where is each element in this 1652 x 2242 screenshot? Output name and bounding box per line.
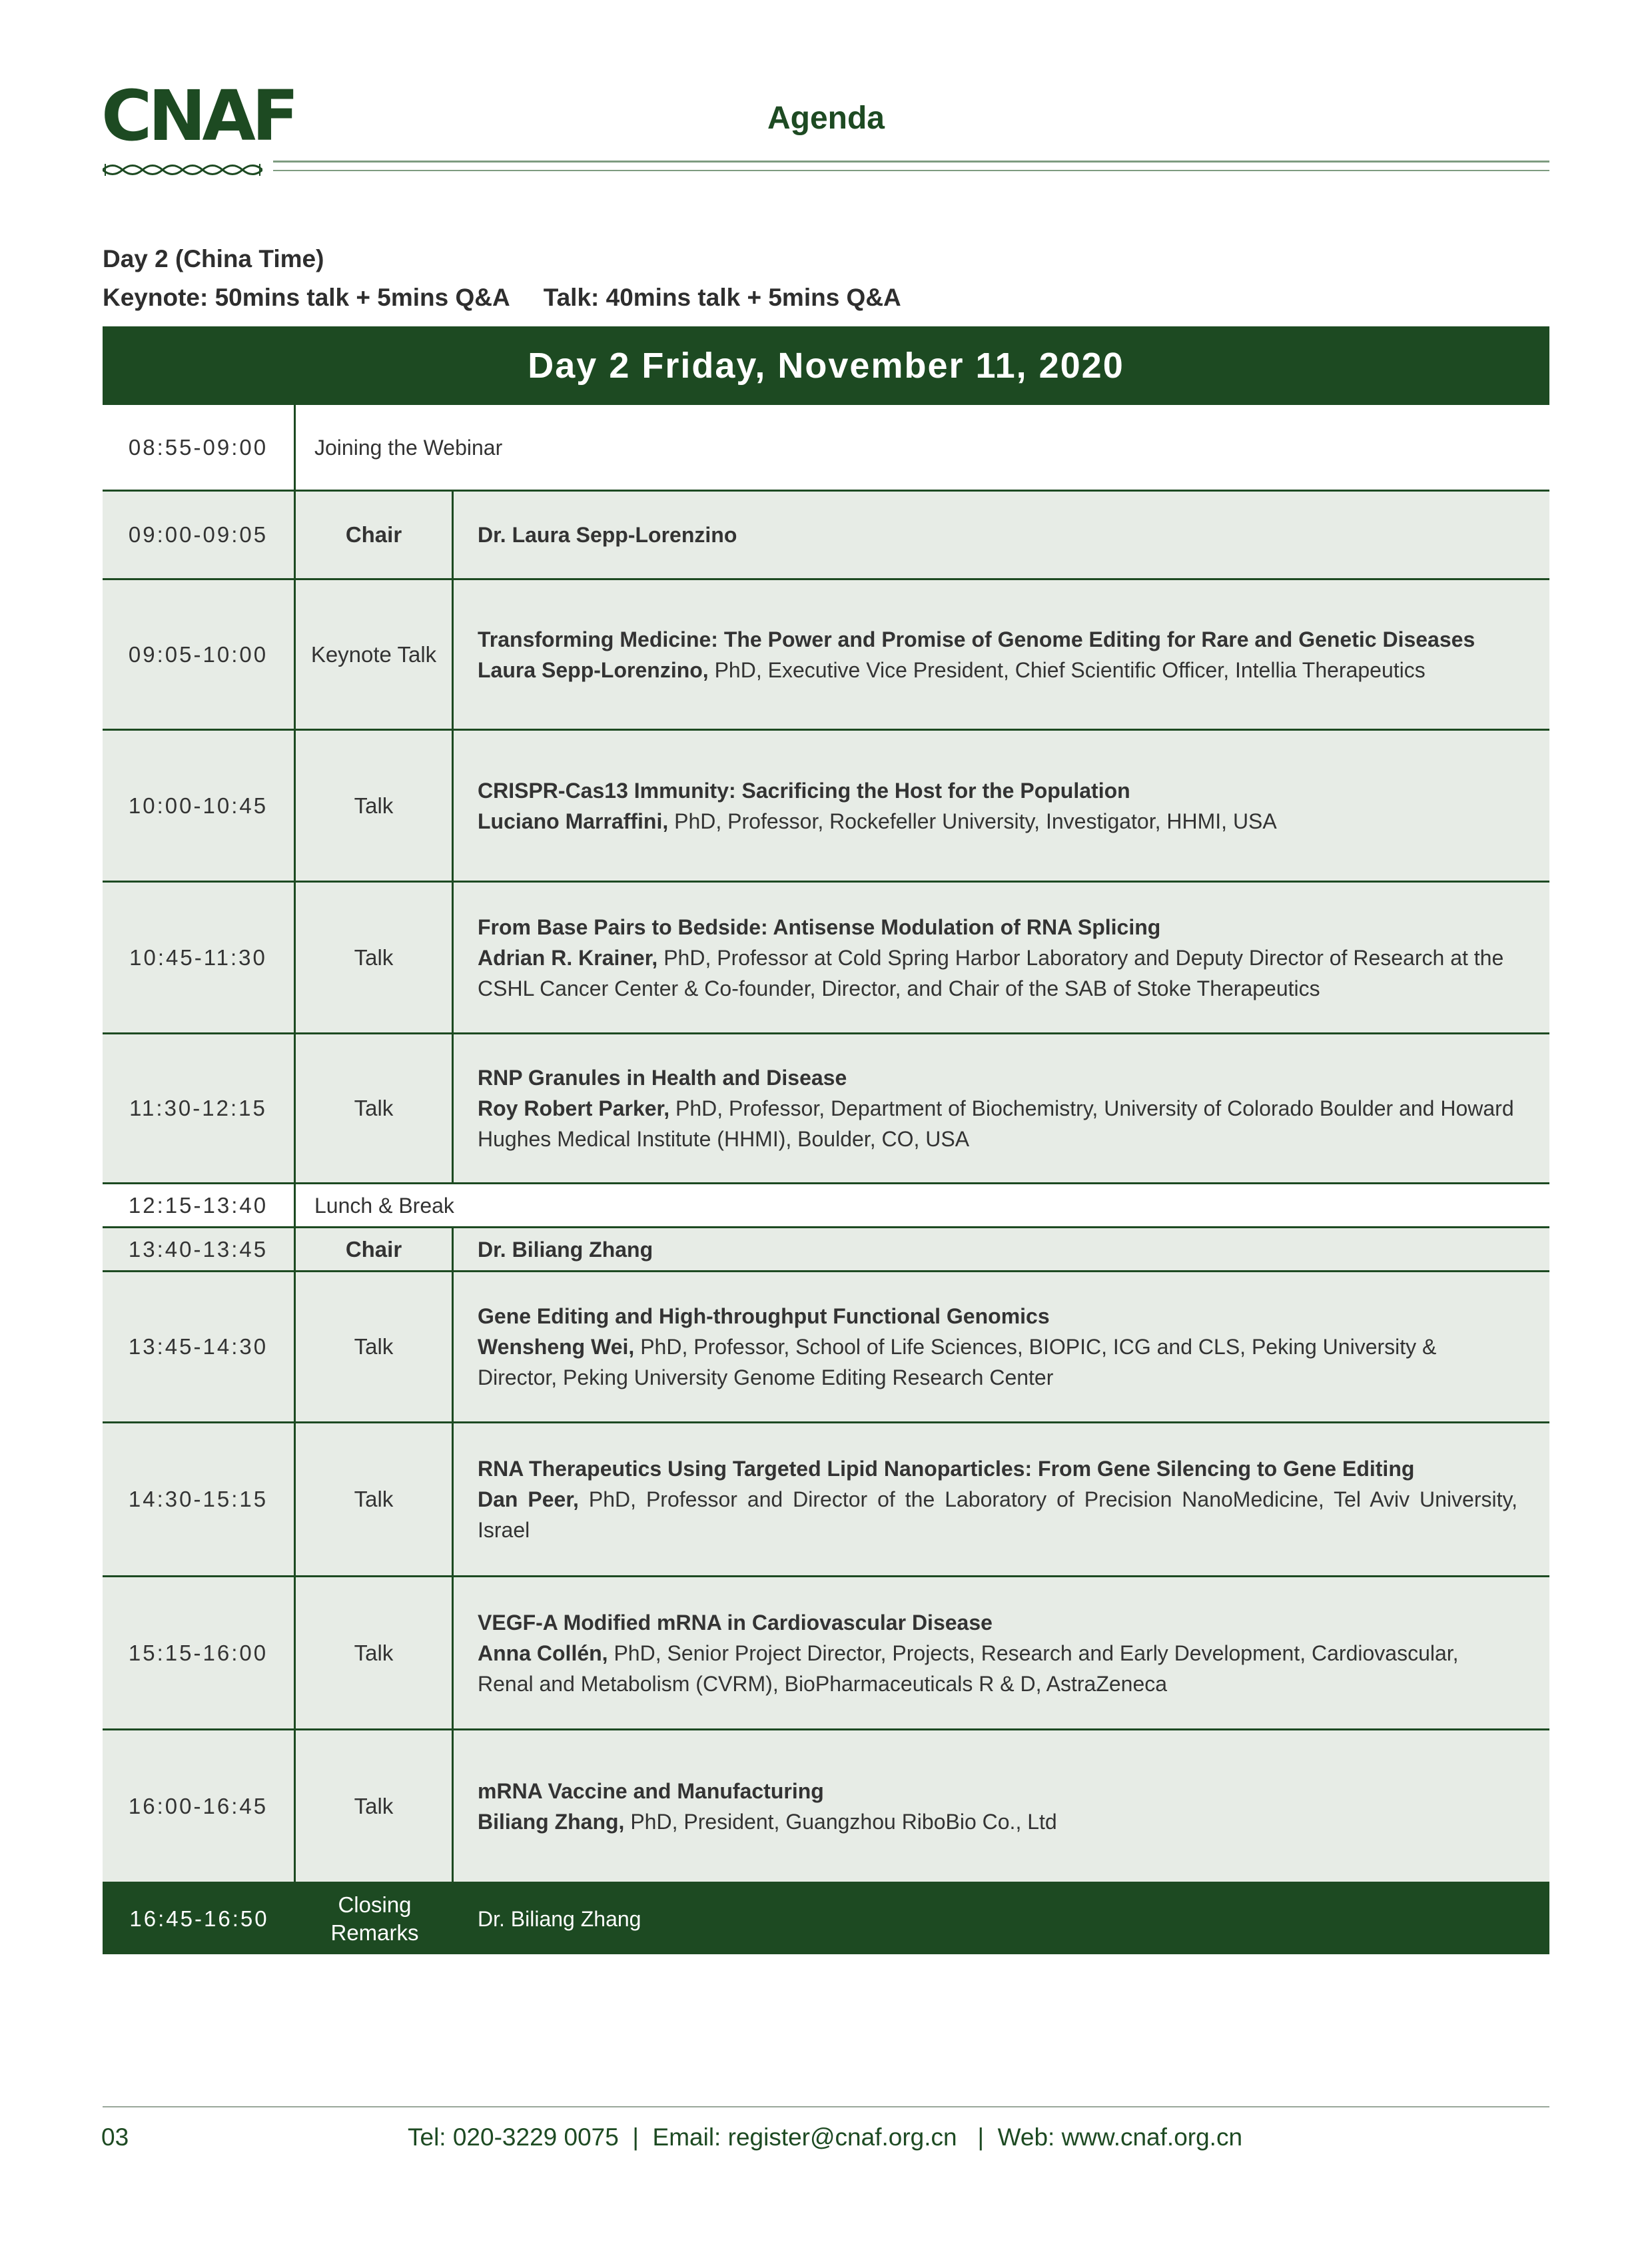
speaker-affiliation: PhD, Senior Project Director, Projects, Research and Early Development, Cardiovascular, Renal and Metabolism (CVRM), BioPharmaceuticals R & D, AstraZeneca: [478, 1641, 1459, 1696]
session-type: Talk: [296, 1272, 454, 1421]
speaker-line: [478, 1638, 1517, 1699]
speaker-name: Wensheng Wei,: [478, 1335, 635, 1359]
session-body: [454, 1730, 1549, 1882]
speaker-affiliation: PhD, Professor, School of Life Sciences, BIOPIC, ICG and CLS, Peking University & Director, Peking University Genome Editing Research Center: [478, 1335, 1437, 1389]
talk-title: RNA Therapeutics Using Targeted Lipid Nanoparticles: From Gene Silencing to Gene Editing: [478, 1457, 1415, 1481]
agenda-row: [103, 1272, 1549, 1423]
session-note: Joining the Webinar: [314, 435, 503, 460]
chair-name: Dr. Biliang Zhang: [478, 1237, 653, 1262]
agenda-row: [103, 492, 1549, 580]
session-time: 14:30-15:15: [103, 1423, 296, 1575]
talk-title: mRNA Vaccine and Manufacturing: [478, 1778, 824, 1803]
logo-wordmark: CNAF: [101, 75, 295, 157]
session-time: 12:15-13:40: [103, 1184, 296, 1226]
speaker-name: Luciano Marraffini,: [478, 809, 669, 833]
keynote-format: Keynote: 50mins talk + 5mins Q&A: [103, 284, 510, 311]
day-banner: Day 2 Friday, November 11, 2020: [103, 326, 1549, 405]
session-time: 11:30-12:15: [103, 1034, 296, 1182]
agenda-table: [103, 326, 1549, 1954]
session-type: Talk: [296, 1730, 454, 1882]
session-body: [454, 1423, 1549, 1575]
session-body: [454, 883, 1549, 1032]
speaker-line: [478, 1806, 1517, 1837]
session-time: 13:45-14:30: [103, 1272, 296, 1421]
session-time: 10:00-10:45: [103, 731, 296, 881]
session-body: [454, 1272, 1549, 1421]
agenda-row: [103, 1034, 1549, 1184]
speaker-affiliation: PhD, President, Guangzhou RiboBio Co., Ltd: [630, 1809, 1057, 1834]
speaker-name: Anna Collén,: [478, 1641, 608, 1665]
speaker-line: [478, 942, 1517, 1004]
speaker-name: Dan Peer,: [478, 1487, 579, 1511]
talk-title: From Base Pairs to Bedside: Antisense Modulation of RNA Splicing: [478, 915, 1161, 939]
day-subheading: Day 2 (China Time): [103, 245, 324, 272]
talk-format: Talk: 40mins talk + 5mins Q&A: [543, 284, 901, 311]
session-time: 08:55-09:00: [103, 405, 296, 490]
agenda-row: [103, 731, 1549, 883]
talk-title: Transforming Medicine: The Power and Promise of Genome Editing for Rare and Genetic Diseases: [478, 627, 1475, 651]
speaker-line: [478, 806, 1517, 837]
session-time: 09:05-10:00: [103, 580, 296, 729]
agenda-row: [103, 580, 1549, 731]
agenda-row: [103, 1577, 1549, 1730]
speaker-affiliation: PhD, Executive Vice President, Chief Scientific Officer, Intellia Therapeutics: [714, 657, 1426, 682]
page-title: Agenda: [767, 101, 885, 136]
agenda-row: [103, 1423, 1549, 1577]
agenda-row: [103, 405, 1549, 492]
session-time: 10:45-11:30: [103, 883, 296, 1032]
speaker-line: [478, 1331, 1517, 1393]
speaker-name: Roy Robert Parker,: [478, 1096, 670, 1120]
session-body: [454, 492, 1549, 578]
session-type: Chair: [296, 492, 454, 578]
talk-title: Gene Editing and High-throughput Functional Genomics: [478, 1304, 1050, 1328]
header-divider-thin: [273, 170, 1549, 171]
talk-title: RNP Granules in Health and Disease: [478, 1066, 847, 1090]
talk-title: VEGF-A Modified mRNA in Cardiovascular Disease: [478, 1610, 993, 1635]
session-type: Talk: [296, 883, 454, 1032]
session-time: 13:40-13:45: [103, 1228, 296, 1270]
speaker-affiliation: PhD, Professor, Department of Biochemistry, University of Colorado Boulder and Howard Hughes Medical Institute (HHMI), Boulder, CO, USA: [478, 1096, 1514, 1151]
talk-format-note: [103, 284, 901, 312]
speaker-affiliation: PhD, Professor and Director of the Laboratory of Precision NanoMedicine, Tel Aviv University, Israel: [478, 1487, 1518, 1542]
session-type: Keynote Talk: [296, 580, 454, 729]
session-body: [454, 1228, 1549, 1270]
footer-divider: [103, 2106, 1549, 2107]
session-type: Chair: [296, 1228, 454, 1270]
speaker-name: Laura Sepp-Lorenzino,: [478, 657, 709, 682]
speaker-line: [478, 1484, 1517, 1545]
header-divider: [273, 161, 1549, 163]
dna-strand-icon: [103, 161, 262, 179]
agenda-row: [103, 1228, 1549, 1272]
agenda-row: [103, 1184, 1549, 1228]
chair-name: Dr. Laura Sepp-Lorenzino: [478, 523, 737, 547]
speaker-affiliation: PhD, Professor, Rockefeller University, Investigator, HHMI, USA: [674, 809, 1277, 833]
speaker-name: Biliang Zhang,: [478, 1809, 625, 1834]
session-time: 16:00-16:45: [103, 1730, 296, 1882]
session-type: Closing Remarks: [330, 1892, 419, 1945]
session-time: 15:15-16:00: [103, 1577, 296, 1728]
closing-speaker: Dr. Biliang Zhang: [478, 1907, 641, 1931]
session-body: [454, 1577, 1549, 1728]
speaker-line: [478, 1093, 1517, 1154]
session-time: 16:45-16:50: [129, 1906, 269, 1931]
agenda-row: [103, 883, 1549, 1034]
page-number: 03: [101, 2123, 129, 2151]
speaker-line: [478, 655, 1517, 685]
session-time: 09:00-09:05: [103, 492, 296, 578]
agenda-row-closing: [103, 1884, 1549, 1954]
session-type: Talk: [296, 1577, 454, 1728]
speaker-affiliation: PhD, Professor at Cold Spring Harbor Laboratory and Deputy Director of Research at the CSHL Cancer Center & Co-founder, Director, and Chair of the SAB of Stoke Therapeutics: [478, 945, 1504, 1000]
footer-contact: Tel: 020-3229 0075 | Email: register@cnaf.org.cn | Web: www.cnaf.org.cn: [408, 2123, 1243, 2151]
agenda-row: [103, 1730, 1549, 1884]
session-type: Talk: [296, 1423, 454, 1575]
session-type: Talk: [296, 1034, 454, 1182]
talk-title: CRISPR-Cas13 Immunity: Sacrificing the Host for the Population: [478, 778, 1130, 803]
session-type: Talk: [296, 731, 454, 881]
session-note: Lunch & Break: [314, 1193, 454, 1218]
session-body: [454, 731, 1549, 881]
session-body: [454, 580, 1549, 729]
speaker-name: Adrian R. Krainer,: [478, 945, 658, 970]
session-body: [454, 1034, 1549, 1182]
